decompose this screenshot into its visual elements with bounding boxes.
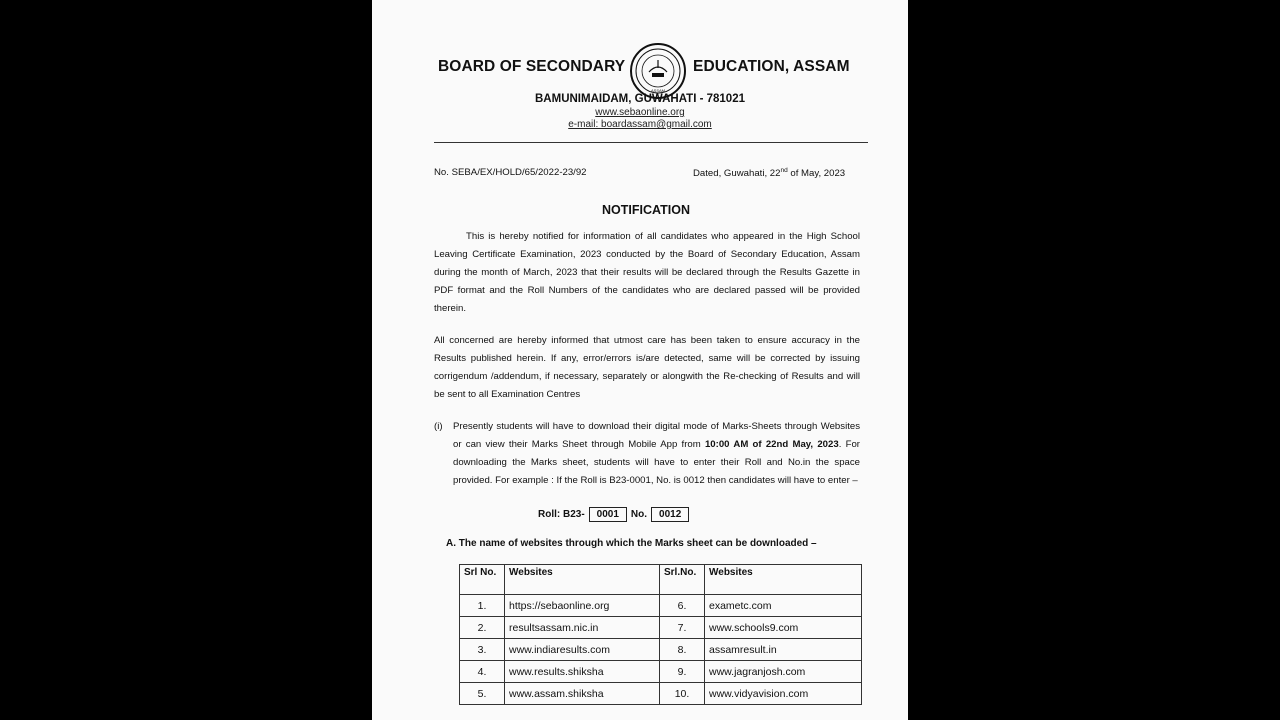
srl-cell: 5. — [460, 683, 505, 705]
header-websites: Websites — [505, 565, 660, 595]
website-cell[interactable]: exametc.com — [705, 595, 862, 617]
dated-superscript: nd — [780, 167, 788, 174]
srl-cell: 7. — [660, 617, 705, 639]
table-row — [460, 595, 862, 617]
srl-cell: 6. — [660, 595, 705, 617]
item-i-text-b: . For downloading the Marks sheet, students will have to enter their Roll and No.in the space provided. For example : If the Roll is B23-0001, No. is 0012 then candidates will have to enter – — [453, 439, 860, 486]
paragraph-1 — [434, 228, 860, 318]
table-row — [460, 661, 862, 683]
item-i-bold-time: 10:00 AM of 22nd May, 2023 — [704, 439, 839, 450]
table-row — [460, 617, 862, 639]
seal-text: ASSAM — [650, 88, 666, 93]
org-name-right: EDUCATION, ASSAM — [693, 58, 850, 75]
dated-suffix: of May, 2023 — [787, 168, 846, 180]
roll-example — [538, 507, 689, 522]
org-name-left: BOARD OF SECONDARY — [438, 58, 626, 75]
email-link[interactable]: e-mail: boardassam@gmail.com — [568, 119, 712, 130]
website-link[interactable]: www.sebaonline.org — [595, 107, 685, 118]
website-cell[interactable]: www.results.shiksha — [505, 661, 660, 683]
paragraph-2: All concerned are hereby informed that utmost care has been taken to ensure accuracy in the Results published herein. If any, error/errors is/are detected, same will be corrected by issuing corrigendum /addendum, if necessary, separately or alongwith the Re-checking of Results and will be sent to all Examination Centres — [434, 335, 860, 400]
reference-number: No. SEBA/EX/HOLD/65/2022-23/92 — [434, 167, 587, 178]
board-seal-logo — [629, 42, 687, 100]
seal-emblem-icon — [629, 42, 687, 100]
no-label: No. — [630, 509, 648, 520]
srl-cell: 9. — [660, 661, 705, 683]
notification-title: NOTIFICATION — [602, 203, 690, 217]
srl-cell: 4. — [460, 661, 505, 683]
roll-value-box: 0001 — [589, 507, 627, 522]
paragraph-1-text: This is hereby notified for information of all candidates who appeared in the High School Leaving Certificate Examination, 2023 conducted by the Board of Secondary Education, Assam during the month of March, 2023 that their results will be declared through the Results Gazette in PDF format and the Roll Numbers of the candidates who are declared passed will be provided therein. — [434, 231, 860, 314]
item-i-text-a: Presently students will have to download their digital mode of Marks-Sheets through Websites or can view their Marks Sheet through Mobile App from — [453, 421, 860, 450]
srl-cell: 8. — [660, 639, 705, 661]
header-srl-no: Srl No. — [460, 565, 505, 595]
item-i-text — [453, 418, 860, 490]
roll-label: Roll: B23- — [538, 509, 585, 520]
website-cell[interactable]: https://sebaonline.org — [505, 595, 660, 617]
no-value-box: 0012 — [651, 507, 689, 522]
srl-cell: 2. — [460, 617, 505, 639]
website-cell[interactable]: resultsassam.nic.in — [505, 617, 660, 639]
website-cell[interactable]: www.assam.shiksha — [505, 683, 660, 705]
dated-line — [693, 167, 845, 179]
header-websites-2: Websites — [705, 565, 862, 595]
section-a-heading: A. The name of websites through which the Marks sheet can be downloaded – — [446, 538, 817, 549]
website-cell[interactable]: www.indiaresults.com — [505, 639, 660, 661]
website-cell[interactable]: www.schools9.com — [705, 617, 862, 639]
srl-cell: 1. — [460, 595, 505, 617]
table-row — [460, 639, 862, 661]
table-header-row — [460, 565, 862, 595]
document-page — [372, 0, 908, 720]
srl-cell: 3. — [460, 639, 505, 661]
office-address: BAMUNIMAIDAM, GUWAHATI - 781021 — [535, 93, 745, 105]
website-cell[interactable]: www.jagranjosh.com — [705, 661, 862, 683]
srl-cell: 10. — [660, 683, 705, 705]
table-row — [460, 683, 862, 705]
dated-prefix: Dated, Guwahati, 22 — [693, 168, 781, 180]
header-srl-no-2: Srl.No. — [660, 565, 705, 595]
item-i-number: (i) — [434, 421, 443, 432]
websites-table — [459, 564, 862, 705]
website-cell[interactable]: assamresult.in — [705, 639, 862, 661]
website-cell[interactable]: www.vidyavision.com — [705, 683, 862, 705]
header-divider — [434, 142, 868, 143]
